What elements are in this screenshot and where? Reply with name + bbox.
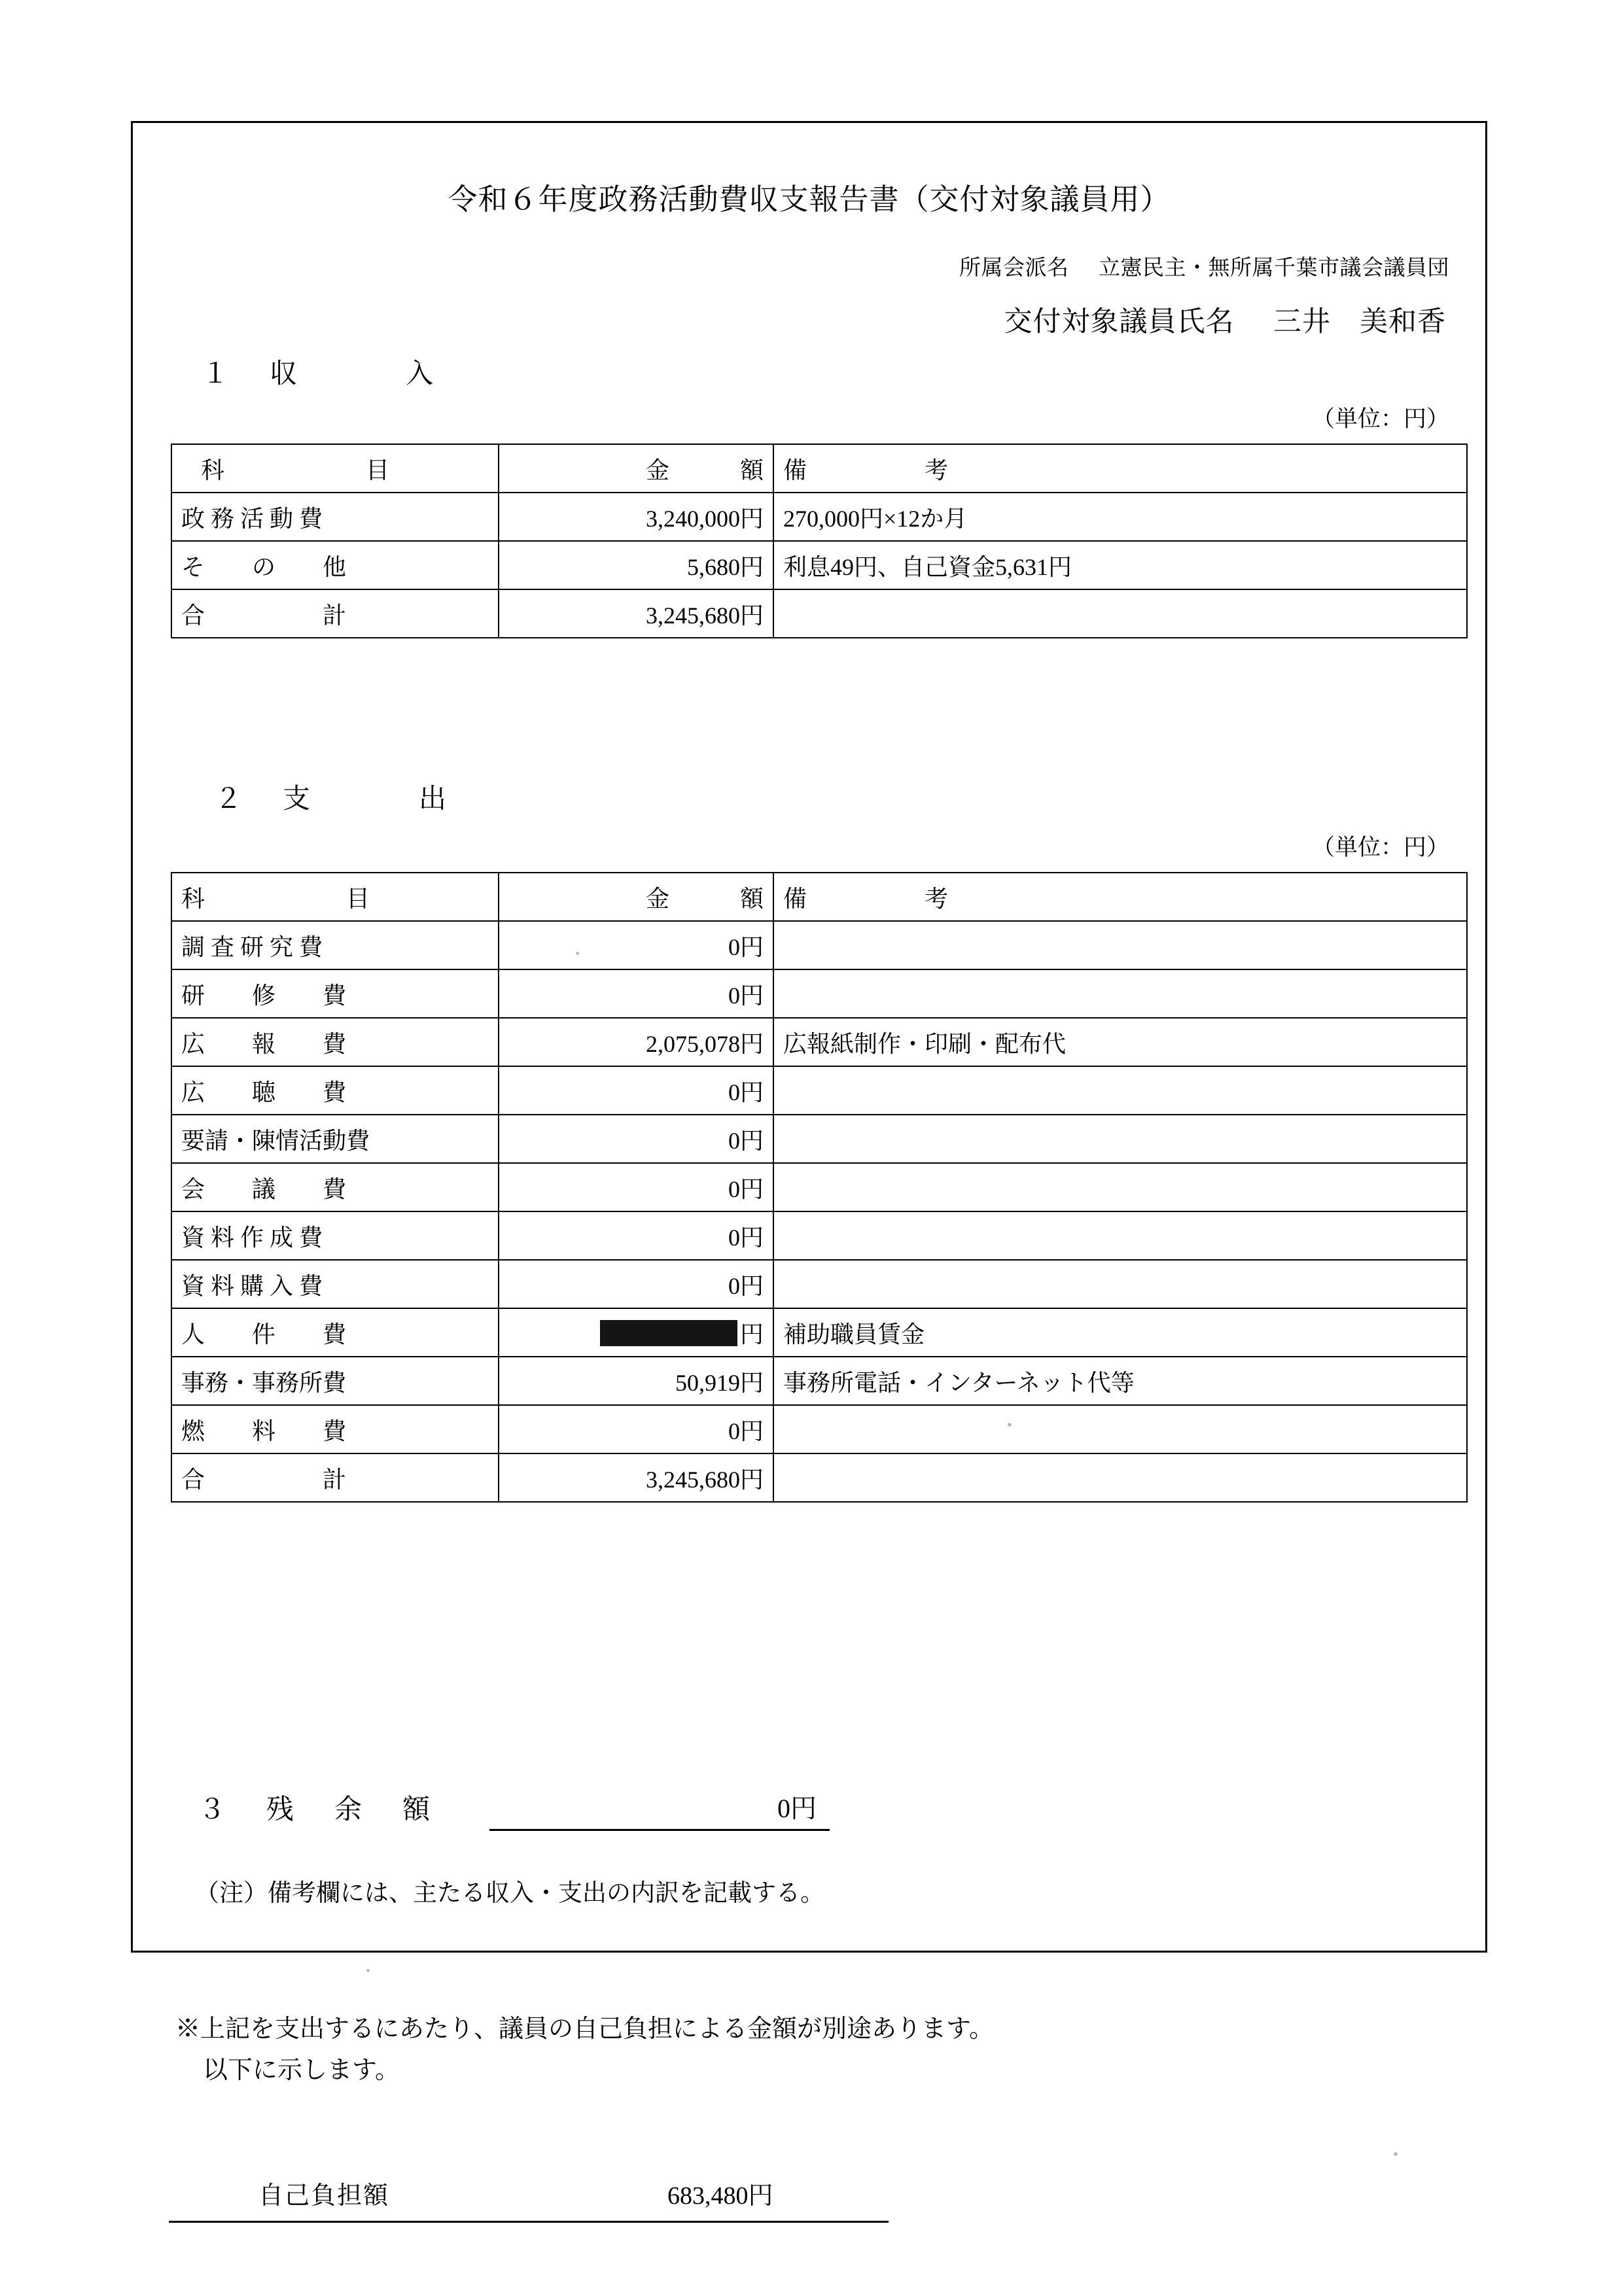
table-row — [171, 493, 1467, 541]
affiliation-value: 立憲民主・無所属千葉市議会議員団 — [1099, 256, 1449, 280]
table-row — [171, 1260, 1467, 1308]
income-header-note: 備 考 — [773, 444, 1467, 493]
expenditure-row-7-item: 資 料 購 入 費 — [171, 1260, 499, 1308]
table-row — [171, 1357, 1467, 1405]
income-unit-note: （単位：円） — [1311, 406, 1449, 432]
table-row — [171, 541, 1467, 589]
table-row — [171, 1066, 1467, 1115]
table-row — [171, 1018, 1467, 1066]
table-row — [171, 1405, 1467, 1453]
expenditure-row-2-amount: 2,075,078円 — [499, 1018, 773, 1066]
expenditure-row-8-item: 人 件 費 — [171, 1308, 499, 1357]
expenditure-row-0-note — [773, 921, 1467, 969]
expenditure-row-1-amount: 0円 — [499, 969, 773, 1018]
self-pay-label: 自己負担額 — [258, 2182, 390, 2210]
expenditure-unit-note: （単位：円） — [1311, 835, 1449, 860]
redaction-mark — [600, 1320, 737, 1346]
income-row-1-note: 利息49円、自己資金5,631円 — [773, 541, 1467, 589]
expenditure-row-8-amount-text: 円 — [739, 1321, 764, 1348]
table-row — [171, 969, 1467, 1018]
affiliation-line — [959, 251, 1449, 281]
expenditure-row-4-item: 要請・陳情活動費 — [171, 1115, 499, 1163]
expenditure-row-8-amount — [499, 1308, 773, 1357]
table-header-row — [171, 873, 1467, 921]
income-row-0-note: 270,000円×12か月 — [773, 493, 1467, 541]
expenditure-row-3-item: 広 聴 費 — [171, 1066, 499, 1115]
residual-value: 0円 — [489, 1788, 830, 1831]
expenditure-table — [171, 872, 1468, 1503]
expenditure-heading: ２ 支 出 — [215, 784, 453, 814]
expenditure-row-6-note — [773, 1211, 1467, 1260]
table-header-row — [171, 444, 1467, 493]
footer-note-line-2: 以下に示します。 — [203, 2057, 400, 2084]
expenditure-row-0-amount: 0円 — [499, 921, 773, 969]
expenditure-header-note: 備 考 — [773, 873, 1467, 921]
expenditure-row-11-note — [773, 1453, 1467, 1502]
expenditure-row-2-item: 広 報 費 — [171, 1018, 499, 1066]
income-header-item — [171, 444, 499, 493]
table-row — [171, 589, 1467, 638]
affiliation-label: 所属会派名 — [959, 256, 1069, 280]
residual-heading: ３ 残 余 額 — [198, 1795, 437, 1825]
table-row — [171, 1211, 1467, 1260]
income-heading: １ 収 入 — [202, 359, 440, 389]
income-row-2-item: 合 計 — [171, 589, 499, 638]
income-header-amount: 金 額 — [499, 444, 773, 493]
expenditure-row-5-item: 会 議 費 — [171, 1163, 499, 1211]
expenditure-row-6-item: 資 料 作 成 費 — [171, 1211, 499, 1260]
table-row — [171, 1115, 1467, 1163]
expenditure-row-6-amount: 0円 — [499, 1211, 773, 1260]
member-label: 交付対象議員氏名 — [1004, 307, 1235, 338]
expenditure-row-9-item: 事務・事務所費 — [171, 1357, 499, 1405]
expenditure-row-3-amount: 0円 — [499, 1066, 773, 1115]
scan-speck — [366, 1969, 370, 1972]
expenditure-row-4-amount: 0円 — [499, 1115, 773, 1163]
expenditure-row-9-note: 事務所電話・インターネット代等 — [773, 1357, 1467, 1405]
expenditure-row-4-note — [773, 1115, 1467, 1163]
expenditure-row-7-note — [773, 1260, 1467, 1308]
expenditure-row-7-amount: 0円 — [499, 1260, 773, 1308]
expenditure-row-5-note — [773, 1163, 1467, 1211]
table-row — [171, 921, 1467, 969]
expenditure-row-10-item: 燃 料 費 — [171, 1405, 499, 1453]
expenditure-row-9-amount: 50,919円 — [499, 1357, 773, 1405]
expenditure-row-10-note — [773, 1405, 1467, 1453]
page-title: 令和６年度政務活動費収支報告書（交付対象議員用） — [448, 183, 1171, 216]
expenditure-row-3-note — [773, 1066, 1467, 1115]
income-header-item-text: 科 目 — [201, 457, 390, 483]
expenditure-header-amount: 金 額 — [499, 873, 773, 921]
income-row-2-note — [773, 589, 1467, 638]
expenditure-row-8-note: 補助職員賃金 — [773, 1308, 1467, 1357]
scan-speck — [1394, 2152, 1398, 2156]
self-pay-rule — [169, 2221, 889, 2223]
income-table — [171, 444, 1468, 638]
member-name: 三井 美和香 — [1273, 307, 1446, 338]
expenditure-header-item: 科 目 — [171, 873, 499, 921]
expenditure-row-11-item: 合 計 — [171, 1453, 499, 1502]
income-row-2-amount: 3,245,680円 — [499, 589, 773, 638]
member-line — [1004, 300, 1447, 339]
expenditure-row-5-amount: 0円 — [499, 1163, 773, 1211]
scan-speck — [576, 952, 579, 955]
income-row-1-amount: 5,680円 — [499, 541, 773, 589]
expenditure-row-2-note: 広報紙制作・印刷・配布代 — [773, 1018, 1467, 1066]
document-frame — [131, 121, 1487, 1953]
table-row — [171, 1308, 1467, 1357]
scan-speck — [1008, 1423, 1012, 1427]
footer-note-line-1: ※上記を支出するにあたり、議員の自己負担による金額が別途あります。 — [175, 2015, 994, 2043]
self-pay-value: 683,480円 — [667, 2182, 773, 2210]
table-row — [171, 1163, 1467, 1211]
expenditure-row-0-item: 調 査 研 究 費 — [171, 921, 499, 969]
expenditure-row-10-amount: 0円 — [499, 1405, 773, 1453]
expenditure-row-1-note — [773, 969, 1467, 1018]
expenditure-row-11-amount: 3,245,680円 — [499, 1453, 773, 1502]
table-row — [171, 1453, 1467, 1502]
income-row-1-item: そ の 他 — [171, 541, 499, 589]
income-row-0-amount: 3,240,000円 — [499, 493, 773, 541]
footnote: （注）備考欄には、主たる収入・支出の内訳を記載する。 — [195, 1880, 824, 1907]
expenditure-row-1-item: 研 修 費 — [171, 969, 499, 1018]
income-row-0-item: 政 務 活 動 費 — [171, 493, 499, 541]
